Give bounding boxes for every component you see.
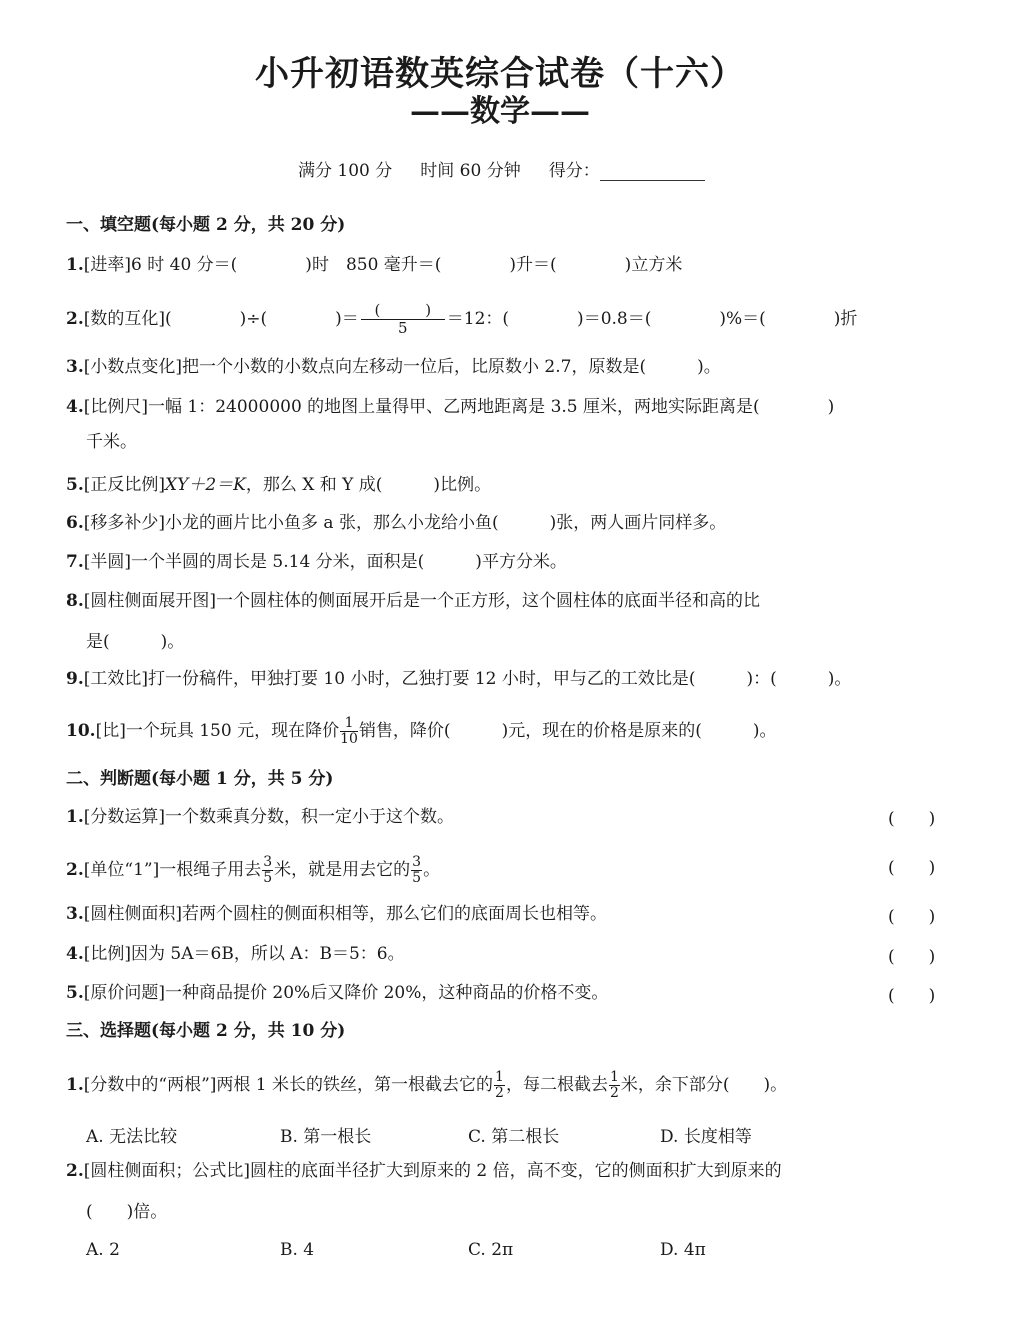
- question-text: [移多补少]小龙的画片比小鱼多 a 张，那么小龙给小鱼( )张，两人画片同样多。: [83, 513, 727, 533]
- exam-meta: [298, 156, 705, 181]
- fraction: [262, 855, 273, 886]
- question-1-2: [66, 302, 857, 337]
- question-number: 3.: [66, 357, 84, 377]
- question-1-3: [66, 356, 721, 378]
- question-text-mid: 米，就是用去它的: [274, 860, 411, 880]
- question-text-post: 米，余下部分( )。: [620, 1075, 788, 1095]
- fraction-numerator: 1: [340, 716, 358, 732]
- question-number: 4.: [66, 944, 84, 964]
- answer-paren[interactable]: ( ): [888, 809, 936, 829]
- option-b[interactable]: B. 第一根长: [280, 1127, 372, 1147]
- fraction-denominator: 5: [412, 870, 422, 886]
- question-1-4-cont: 千米。: [86, 432, 137, 452]
- question-number: 1.: [66, 807, 84, 827]
- choice-2: [66, 1160, 782, 1182]
- judge-1: [66, 806, 454, 828]
- score-label: 得分：: [548, 161, 600, 181]
- answer-paren[interactable]: ( ): [888, 907, 936, 927]
- time-limit: 时间 60 分钟: [420, 161, 521, 181]
- option-a[interactable]: A. 2: [86, 1240, 120, 1260]
- question-number: 9.: [66, 669, 84, 689]
- question-1-6: [66, 512, 726, 534]
- question-number: 8.: [66, 591, 84, 611]
- question-number: 2.: [66, 309, 84, 329]
- question-text: [小数点变化]把一个小数的小数点向左移动一位后，比原数小 2.7，原数是( )。: [83, 357, 721, 377]
- question-1-9: [66, 668, 851, 690]
- fraction: [411, 855, 422, 886]
- answer-paren[interactable]: ( ): [888, 986, 936, 1006]
- question-1-4: [66, 396, 834, 418]
- question-number: 2.: [66, 1161, 84, 1181]
- option-b[interactable]: B. 4: [280, 1240, 315, 1260]
- question-1-10: [66, 716, 776, 747]
- judge-2: [66, 855, 440, 886]
- option-c[interactable]: C. 第二根长: [468, 1127, 560, 1147]
- fraction-numerator: ( ): [361, 302, 445, 320]
- question-1-1: [66, 254, 682, 276]
- question-text: [比例尺]一幅 1：24000000 的地图上量得甲、乙两地距离是 3.5 厘米，两地实际距离是( ): [83, 397, 835, 417]
- question-text: [比例]因为 5A＝6B，所以 A：B＝5：6。: [83, 944, 405, 964]
- section2-heading: 二、判断题(每小题 1 分，共 5 分): [66, 769, 334, 789]
- fraction-denominator: 5: [398, 319, 408, 337]
- fraction-numerator: 1: [609, 1069, 619, 1085]
- question-text: [单位“1”]一根绳子用去: [83, 860, 262, 880]
- full-score: 满分 100 分: [298, 161, 393, 181]
- question-number: 6.: [66, 513, 84, 533]
- answer-paren[interactable]: ( ): [888, 858, 936, 878]
- question-number: 3.: [66, 904, 84, 924]
- section1-heading: 一、填空题(每小题 2 分，共 20 分): [66, 215, 346, 235]
- judge-3: [66, 903, 607, 925]
- question-text: [圆柱侧面积；公式比]圆柱的底面半径扩大到原来的 2 倍，高不变，它的侧面积扩大到原来的: [83, 1161, 782, 1181]
- score-blank: [600, 160, 705, 181]
- question-text: [分数运算]一个数乘真分数，积一定小于这个数。: [83, 807, 455, 827]
- question-number: 1.: [66, 1075, 84, 1095]
- question-text: [进率]6 时 40 分＝( )时 850 毫升＝( )升＝( )立方米: [83, 255, 683, 275]
- question-number: 5.: [66, 983, 84, 1003]
- fraction: [340, 716, 358, 747]
- question-text: [分数中的“两根”]两根 1 米长的铁丝，第一根截去它的: [83, 1075, 494, 1095]
- fraction-numerator: 3: [263, 854, 273, 870]
- question-number: 4.: [66, 397, 84, 417]
- question-text: [圆柱侧面展开图]一个圆柱体的侧面展开后是一个正方形，这个圆柱体的底面半径和高的比: [83, 591, 761, 611]
- question-number: 7.: [66, 552, 84, 572]
- question-1-5: [66, 474, 491, 496]
- question-1-7: [66, 551, 567, 573]
- formula: XY＋2＝K: [165, 475, 246, 495]
- exam-subtitle: ——数学——: [410, 94, 590, 129]
- question-number: 1.: [66, 255, 84, 275]
- question-text: [比]一个玩具 150 元，现在降价: [95, 721, 340, 741]
- option-d[interactable]: D. 4π: [660, 1240, 706, 1260]
- question-number: 2.: [66, 860, 84, 880]
- question-text: [圆柱侧面积]若两个圆柱的侧面积相等，那么它们的底面周长也相等。: [83, 904, 608, 924]
- fraction-denominator: 10: [340, 731, 358, 747]
- judge-4: [66, 943, 405, 965]
- option-d[interactable]: D. 长度相等: [660, 1127, 752, 1147]
- answer-paren[interactable]: ( ): [888, 947, 936, 967]
- question-text-mid: ，每二根截去: [505, 1075, 608, 1095]
- fraction-numerator: 1: [495, 1069, 504, 1085]
- choice-1: [66, 1070, 787, 1101]
- option-c[interactable]: C. 2π: [468, 1240, 514, 1260]
- question-text: [原价问题]一种商品提价 20%后又降价 20%，这种商品的价格不变。: [83, 983, 609, 1003]
- fraction: [494, 1070, 505, 1101]
- section3-heading: 三、选择题(每小题 2 分，共 10 分): [66, 1021, 346, 1041]
- question-text: [数的互化]( )÷( )＝: [83, 309, 359, 329]
- question-number: 5.: [66, 475, 84, 495]
- fraction-denominator: 2: [495, 1085, 504, 1101]
- choice-2-cont: ( )倍。: [86, 1202, 168, 1222]
- fraction-numerator: 3: [412, 854, 422, 870]
- question-text: [半圆]一个半圆的周长是 5.14 分米，面积是( )平方分米。: [83, 552, 567, 572]
- question-1-8: [66, 590, 760, 612]
- question-text: [正反比例]: [83, 475, 166, 495]
- question-text-post: ＝12：( )＝0.8＝( )%＝( )折: [446, 309, 858, 329]
- fraction: [361, 302, 445, 337]
- exam-title: 小升初语数英综合试卷（十六）: [255, 54, 745, 94]
- question-text-post: ，那么 X 和 Y 成( )比例。: [245, 475, 492, 495]
- fraction-denominator: 2: [609, 1085, 619, 1101]
- option-a[interactable]: A. 无法比较: [86, 1127, 178, 1147]
- question-1-8-cont: 是( )。: [86, 632, 185, 652]
- question-text-post: 销售，降价( )元，现在的价格是原来的( )。: [358, 721, 777, 741]
- judge-5: [66, 982, 608, 1004]
- question-text-post: 。: [423, 860, 441, 880]
- question-number: 10.: [66, 721, 96, 741]
- question-text: [工效比]打一份稿件，甲独打要 10 小时，乙独打要 12 小时，甲与乙的工效比是( )：( )。: [83, 669, 852, 689]
- fraction-denominator: 5: [263, 870, 273, 886]
- fraction: [609, 1070, 620, 1101]
